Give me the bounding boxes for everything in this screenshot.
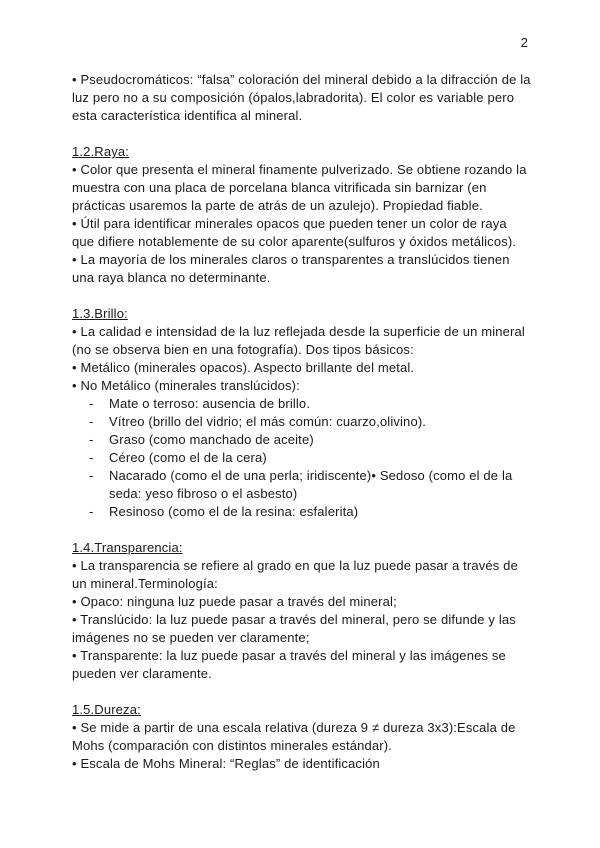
raya-item: • Útil para identificar minerales opacos que pueden tener un color de raya que difiere notablemente de su color aparente(sulfuros y óxidos metálicos).	[72, 216, 517, 249]
brillo-subitem: - Vítreo (brillo del vidrio; el más común: cuarzo,olivino).	[72, 413, 532, 431]
section-heading-transparencia: 1.4.Transparencia:	[72, 540, 183, 555]
section-heading-raya: 1.2.Raya:	[72, 144, 129, 159]
brillo-subitem: - Céreo (como el de la cera)	[72, 449, 532, 467]
section-dureza	[72, 701, 532, 773]
brillo-subitem: - Mate o terroso: ausencia de brillo.	[72, 395, 532, 413]
dureza-item: • Se mide a partir de una escala relativa (dureza 9 ≠ dureza 3x3):Escala de Mohs (comparación con distintos minerales estándar).	[72, 720, 516, 753]
page-number: 2	[520, 35, 528, 50]
page-content	[72, 71, 532, 773]
brillo-item: • No Metálico (minerales translúcidos):	[72, 378, 300, 393]
raya-item: • Color que presenta el mineral finamente pulverizado. Se obtiene rozando la muestra con una placa de porcelana blanca vitrificada sin barnizar (en prácticas usaremos la parte de atrás de un azulejo). Propiedad fiable.	[72, 162, 527, 213]
transparencia-item: • Translúcido: la luz puede pasar a través del mineral, pero se difunde y las imágenes no se pueden ver claramente;	[72, 612, 516, 645]
brillo-subitem: - Nacarado (como el de una perla; iridiscente)• Sedoso (como el de la seda: yeso fibroso o el asbesto)	[72, 467, 532, 503]
transparencia-item: • La transparencia se refiere al grado en que la luz puede pasar a través de un mineral.Terminología:	[72, 558, 518, 591]
raya-item: • La mayoría de los minerales claros o transparentes a translúcidos tienen una raya blanca no determinante.	[72, 252, 510, 285]
transparencia-item: • Opaco: ninguna luz puede pasar a través del mineral;	[72, 594, 397, 609]
section-heading-brillo: 1.3.Brillo:	[72, 306, 128, 321]
brillo-sublist	[72, 395, 532, 521]
dureza-item: • Escala de Mohs Mineral: “Reglas” de identificación	[72, 756, 380, 771]
section-raya	[72, 143, 532, 287]
brillo-subitem: - Resinoso (como el de la resina: esfalerita)	[72, 503, 532, 521]
brillo-item: • Metálico (minerales opacos). Aspecto brillante del metal.	[72, 360, 415, 375]
intro-paragraph: • Pseudocromáticos: “falsa” coloración del mineral debido a la difracción de la luz pero no a su composición (ópalos,labradorita). El color es variable pero esta característica identifica al mineral.	[72, 72, 531, 123]
section-transparencia	[72, 539, 532, 683]
transparencia-item: • Transparente: la luz puede pasar a través del mineral y las imágenes se pueden ver claramente.	[72, 648, 506, 681]
brillo-subitem: - Graso (como manchado de aceite)	[72, 431, 532, 449]
brillo-item: • La calidad e intensidad de la luz reflejada desde la superficie de un mineral (no se observa bien en una fotografía). Dos tipos básicos:	[72, 324, 525, 357]
section-heading-dureza: 1.5.Dureza:	[72, 702, 141, 717]
section-brillo	[72, 305, 532, 521]
